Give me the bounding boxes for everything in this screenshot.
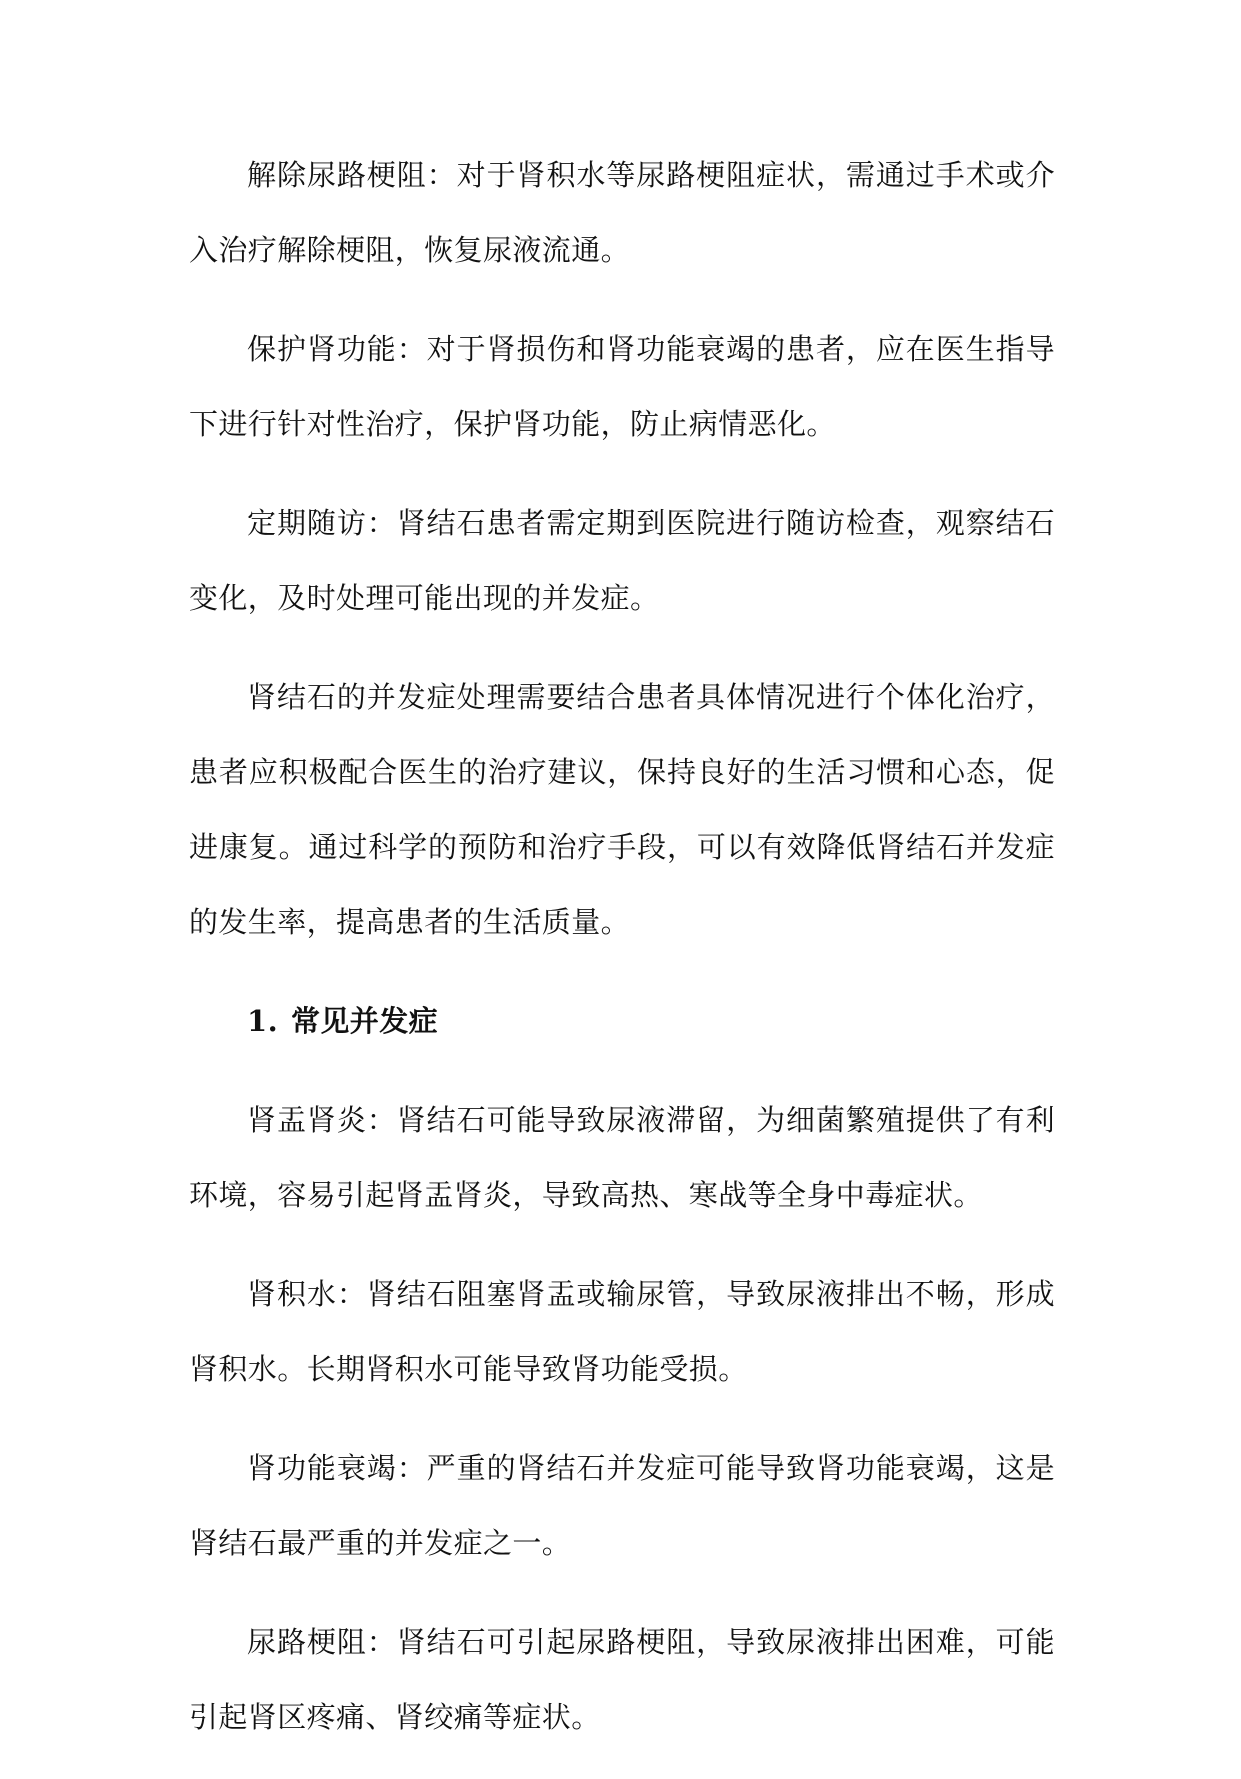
paragraph-renal-failure: 肾功能衰竭：严重的肾结石并发症可能导致肾功能衰竭，这是肾结石最严重的并发症之一。 bbox=[189, 1451, 1055, 1560]
paragraph-protect-kidney: 保护肾功能：对于肾损伤和肾功能衰竭的患者，应在医生指导下进行针对性治疗，保护肾功能，防止病情恶化。 bbox=[189, 332, 1055, 441]
paragraph-summary: 肾结石的并发症处理需要结合患者具体情况进行个体化治疗，患者应积极配合医生的治疗建议，保持良好的生活习惯和心态，促进康复。通过科学的预防和治疗手段，可以有效降低肾结石并发症的发生率，提高患者的生活质量。 bbox=[189, 680, 1055, 939]
paragraph-hydronephrosis: 肾积水：肾结石阻塞肾盂或输尿管，导致尿液排出不畅，形成肾积水。长期肾积水可能导致肾功能受损。 bbox=[189, 1277, 1055, 1386]
section-heading bbox=[189, 984, 1055, 1059]
paragraph-urinary-obstruction: 尿路梗阻：肾结石可引起尿路梗阻，导致尿液排出困难，可能引起肾区疼痛、肾绞痛等症状。 bbox=[189, 1625, 1055, 1734]
paragraph-follow-up: 定期随访：肾结石患者需定期到医院进行随访检查，观察结石变化，及时处理可能出现的并发症。 bbox=[189, 506, 1055, 615]
paragraph-relieve-obstruction: 解除尿路梗阻：对于肾积水等尿路梗阻症状，需通过手术或介入治疗解除梗阻，恢复尿液流通。 bbox=[189, 158, 1055, 267]
paragraph-pyelonephritis: 肾盂肾炎：肾结石可能导致尿液滞留，为细菌繁殖提供了有利环境，容易引起肾盂肾炎，导致高热、寒战等全身中毒症状。 bbox=[189, 1103, 1055, 1212]
document-body bbox=[189, 138, 1055, 1779]
section-title: 常见并发症 bbox=[291, 1004, 439, 1038]
section-number: 1. bbox=[247, 1004, 279, 1038]
